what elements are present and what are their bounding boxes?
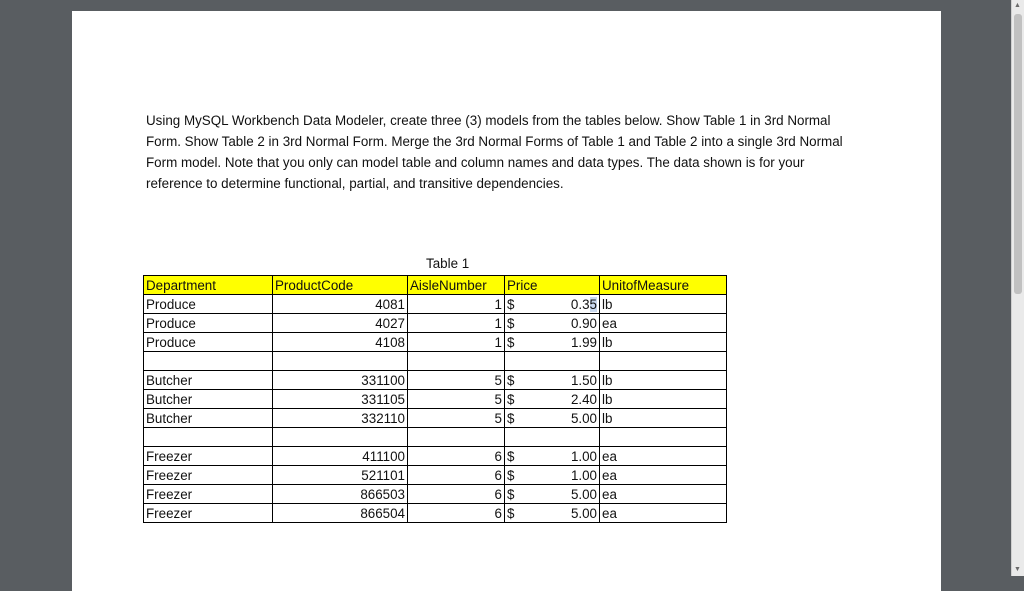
price-value: 5.00 (570, 410, 597, 426)
header-department: Department (144, 276, 273, 295)
cell-aisle: 6 (408, 466, 505, 485)
cell-aisle: 5 (408, 409, 505, 428)
cell-product-code: 332110 (273, 409, 408, 428)
cell-price (505, 333, 600, 352)
cell-price (505, 447, 600, 466)
table-row (144, 333, 727, 352)
currency-symbol: $ (507, 391, 515, 407)
header-price: Price (505, 276, 600, 295)
header-unit-of-measure: UnitofMeasure (600, 276, 727, 295)
table-row (144, 466, 727, 485)
cell-unit: ea (600, 504, 727, 523)
cell-department: Butcher (144, 390, 273, 409)
cell-product-code: 521101 (273, 466, 408, 485)
cell-product-code: 331100 (273, 371, 408, 390)
text-cursor-selection: 5 (589, 296, 597, 312)
cell-department: Produce (144, 314, 273, 333)
cell-department: Freezer (144, 466, 273, 485)
cell-aisle: 5 (408, 371, 505, 390)
table-row (144, 314, 727, 333)
cell-product-code: 4027 (273, 314, 408, 333)
cell-unit: ea (600, 485, 727, 504)
cell-price (505, 390, 600, 409)
cell-aisle: 6 (408, 447, 505, 466)
header-aisle-number: AisleNumber (408, 276, 505, 295)
vertical-scrollbar[interactable] (1011, 0, 1024, 576)
cell-department: Produce (144, 295, 273, 314)
cell-aisle: 1 (408, 314, 505, 333)
cell-department: Produce (144, 333, 273, 352)
price-value: 0.90 (570, 315, 597, 331)
currency-symbol: $ (507, 505, 515, 521)
blank-row (144, 352, 727, 371)
price-value: 1.00 (570, 467, 597, 483)
cell-unit: lb (600, 333, 727, 352)
cell-department: Freezer (144, 447, 273, 466)
cell-unit: lb (600, 371, 727, 390)
cell-aisle: 6 (408, 504, 505, 523)
cell-product-code: 411100 (273, 447, 408, 466)
currency-symbol: $ (507, 334, 515, 350)
cell-aisle: 1 (408, 333, 505, 352)
scroll-up-arrow-icon[interactable]: ▲ (1014, 2, 1021, 9)
cell-product-code: 866504 (273, 504, 408, 523)
currency-symbol: $ (507, 315, 515, 331)
cell-product-code: 4081 (273, 295, 408, 314)
currency-symbol: $ (507, 467, 515, 483)
price-value: 1.50 (570, 372, 597, 388)
cell-price (505, 371, 600, 390)
cell-aisle: 1 (408, 295, 505, 314)
scroll-down-arrow-icon[interactable]: ▼ (1014, 566, 1021, 573)
price-value: 5.00 (570, 505, 597, 521)
cell-product-code: 4108 (273, 333, 408, 352)
cell-department: Freezer (144, 485, 273, 504)
cell-department: Butcher (144, 371, 273, 390)
header-product-code: ProductCode (273, 276, 408, 295)
cell-product-code: 331105 (273, 390, 408, 409)
data-table (143, 275, 727, 523)
table-row (144, 504, 727, 523)
price-value: 0.35 (570, 296, 597, 312)
table-header-row (144, 276, 727, 295)
cell-price (505, 485, 600, 504)
cell-price (505, 504, 600, 523)
cell-aisle: 5 (408, 390, 505, 409)
table-row (144, 295, 727, 314)
cell-unit: lb (600, 390, 727, 409)
currency-symbol: $ (507, 410, 515, 426)
blank-row (144, 428, 727, 447)
cell-unit: ea (600, 466, 727, 485)
cell-unit: ea (600, 314, 727, 333)
table-row (144, 390, 727, 409)
price-value: 1.99 (570, 334, 597, 350)
table-caption: Table 1 (426, 256, 470, 271)
cell-price (505, 466, 600, 485)
cell-aisle: 6 (408, 485, 505, 504)
cell-price (505, 314, 600, 333)
table-row (144, 447, 727, 466)
cell-department: Butcher (144, 409, 273, 428)
instructions-paragraph: Using MySQL Workbench Data Modeler, create three (3) models from the tables below. Show Table 1 in 3rd Normal Form. Show Table 2 in 3rd Normal Form. Merge the 3rd Normal Forms of Table 1 and Table 2 into a single 3rd Normal Form model. Note that you only can model table and column names and data types. The data shown is for your reference to determine functional, partial, and transitive dependencies. (146, 113, 843, 191)
table-row (144, 485, 727, 504)
table-row (144, 371, 727, 390)
price-value: 1.00 (570, 448, 597, 464)
price-value: 2.40 (570, 391, 597, 407)
table-row (144, 409, 727, 428)
cell-department: Freezer (144, 504, 273, 523)
currency-symbol: $ (507, 372, 515, 388)
document-page (72, 11, 941, 591)
currency-symbol: $ (507, 296, 515, 312)
cell-unit: lb (600, 295, 727, 314)
cell-price (505, 295, 600, 314)
cell-price (505, 409, 600, 428)
cell-unit: ea (600, 447, 727, 466)
cell-product-code: 866503 (273, 485, 408, 504)
currency-symbol: $ (507, 448, 515, 464)
price-value: 5.00 (570, 486, 597, 502)
currency-symbol: $ (507, 486, 515, 502)
scroll-thumb[interactable] (1014, 14, 1022, 294)
cell-unit: lb (600, 409, 727, 428)
